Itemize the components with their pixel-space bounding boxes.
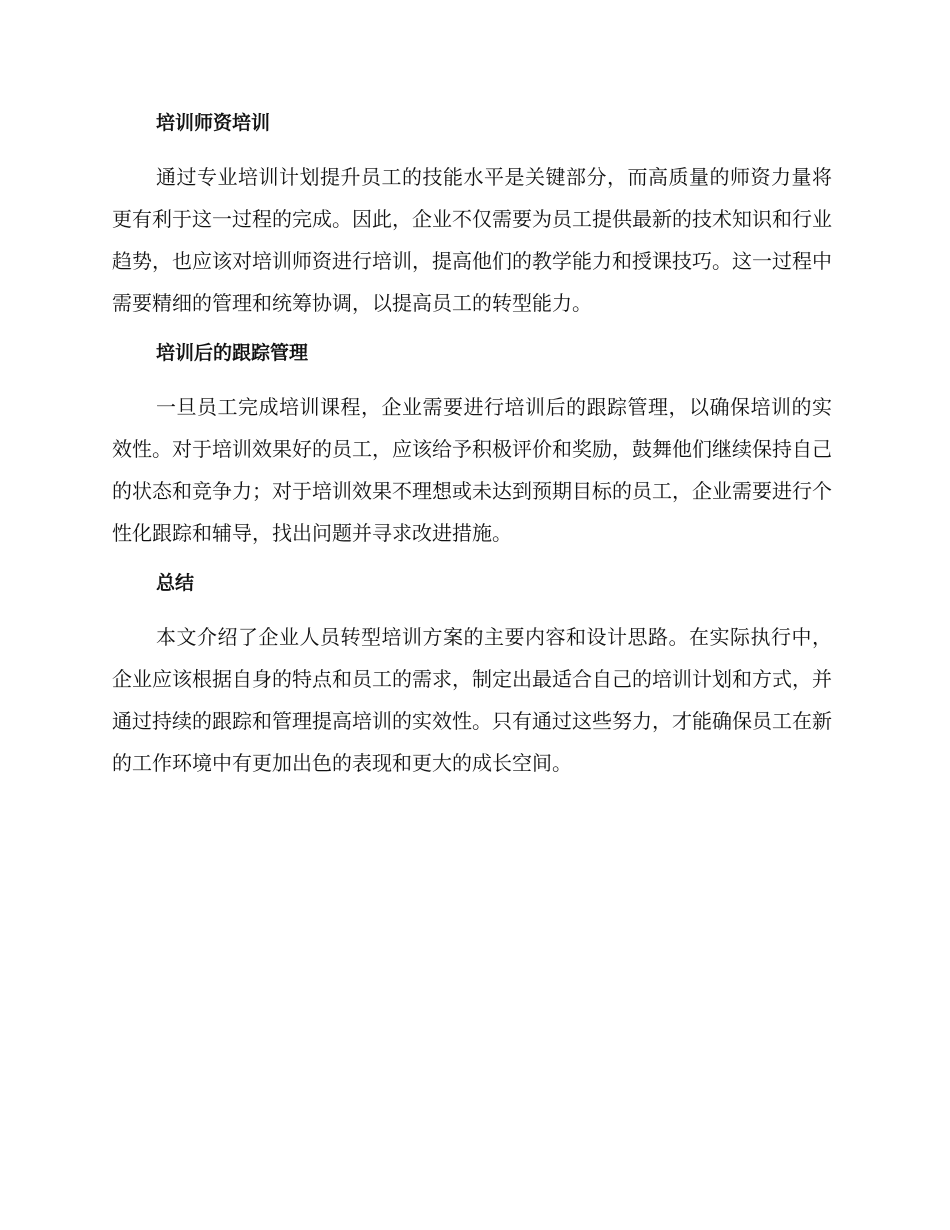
section-paragraph: 通过专业培训计划提升员工的技能水平是关键部分，而高质量的师资力量将更有利于这一过程的完成。因此，企业不仅需要为员工提供最新的技术知识和行业趋势，也应该对培训师资进行培训，提高他们的教学能力和授课技巧。这一过程中需要精细的管理和统筹协调，以提高员工的转型能力。	[112, 165, 832, 315]
document-page	[112, 108, 832, 798]
section-heading: 总结	[156, 572, 195, 594]
section-trainer-training	[112, 108, 832, 324]
section-paragraph: 一旦员工完成培训课程，企业需要进行培训后的跟踪管理，以确保培训的实效性。对于培训效果好的员工，应该给予积极评价和奖励，鼓舞他们继续保持自己的状态和竞争力；对于培训效果不理想或未达到预期目标的员工，企业需要进行个性化跟踪和辅导，找出问题并寻求改进措施。	[112, 395, 832, 545]
section-summary	[112, 568, 832, 784]
section-paragraph: 本文介绍了企业人员转型培训方案的主要内容和设计思路。在实际执行中，企业应该根据自身的特点和员工的需求，制定出最适合自己的培训计划和方式，并通过持续的跟踪和管理提高培训的实效性。只有通过这些努力，才能确保员工在新的工作环境中有更加出色的表现和更大的成长空间。	[112, 625, 832, 775]
section-heading: 培训师资培训	[156, 112, 271, 134]
section-post-training-tracking	[112, 338, 832, 554]
section-heading: 培训后的跟踪管理	[156, 342, 309, 364]
